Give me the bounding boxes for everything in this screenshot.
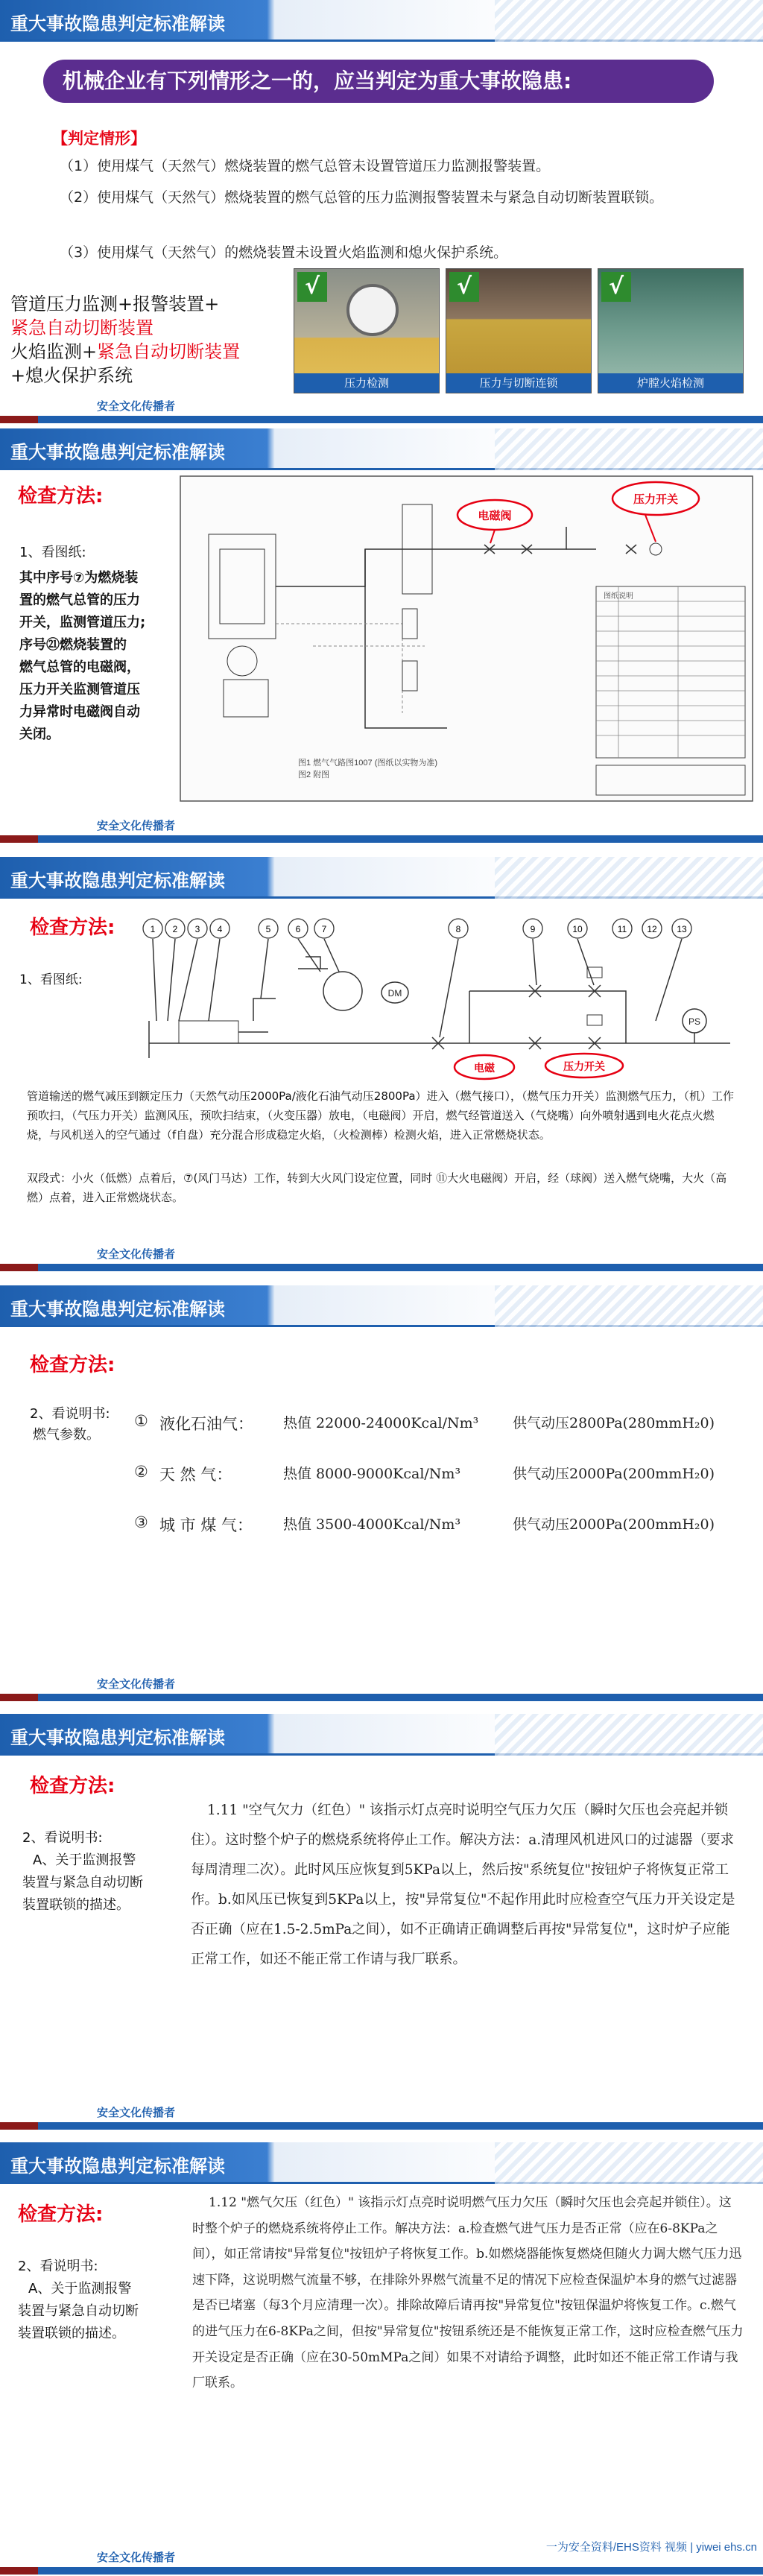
step-lines (18, 2256, 167, 2345)
circle-labels (143, 919, 691, 938)
step-line: 装置与紧急自动切断 (22, 1875, 143, 1890)
circle-label-1: 1 (150, 924, 156, 934)
drawing-legend-2: 图2 附图 (298, 770, 330, 779)
desc-line: 置的燃气总管的压力 (19, 592, 140, 608)
step-lines (22, 1827, 171, 1917)
dual-stage-paragraph: 双段式：小火（低燃）点着后，⑦(风门马达）工作，转到大火风门设定位置，同时 ⑪大火电磁阀）开启，经（球阀）送入燃气烧嘴，大火（高燃）点着，进入正常燃烧状态。 (27, 1171, 727, 1204)
header-pattern (495, 0, 763, 42)
banner-text: 机械企业有下列情形之一的，应当判定为重大事故隐患: (63, 69, 572, 93)
slide-header (0, 857, 763, 899)
callout-solenoid: 电磁阀 (478, 509, 512, 522)
supply-pressure: 供气动压2000Pa(200mmH₂0) (513, 1516, 715, 1533)
footer-bar (0, 2122, 763, 2130)
burner-schematic (134, 909, 760, 1080)
section-title: 【判定情形】 (52, 130, 146, 148)
heat-value: 热值 22000-24000Kcal/Nm³ (283, 1415, 479, 1431)
slide-header (0, 2142, 763, 2184)
ps-label: PS (688, 1016, 701, 1027)
circle-label-11: 11 (617, 924, 627, 934)
callout-pressure-switch: 压力开关 (563, 1061, 605, 1073)
circle-label-12: 12 (647, 924, 657, 934)
footer-bar (0, 835, 763, 843)
header-pattern (495, 857, 763, 899)
step-label: 2、看说明书: (30, 1406, 110, 1422)
summary-line-3 (10, 340, 294, 364)
gauge-icon (346, 284, 399, 336)
slide-footer (0, 1674, 763, 1701)
header-title: 重大事故隐患判定标准解读 (10, 1727, 225, 1748)
slide-footer (0, 1244, 763, 1271)
circle-label-3: 3 (194, 924, 200, 934)
process-paragraph: 管道输送的燃气减压到额定压力（天然气动压2000Pa/液化石油气动压2800Pa）进入（燃气接口），（燃气压力开关）监测燃气压力，（机）工作预吹扫，（气压力开关）监测风压，预吹扫结束，（火变压器）放电，（电磁阀）开启，燃气经管道送入（气烧嘴）向外喷射遇到电火花点火燃烧，与风机送入的空气通过（f自盘）充分混合形成稳定火焰，（火检测棒）检测火焰，进入正常燃烧状态。 (27, 1089, 735, 1142)
step-line: 2、看说明书: (22, 1830, 103, 1846)
circle-label-4: 4 (217, 924, 223, 934)
circle-label-2: 2 (172, 924, 178, 934)
gas-name: 液化石油气： (159, 1415, 253, 1433)
gas-name: 城 市 煤 气： (159, 1516, 253, 1534)
slide-drawing-2 (0, 857, 763, 1280)
supply-pressure: 供气动压2800Pa(280mmH₂0) (513, 1415, 715, 1431)
header-title: 重大事故隐患判定标准解读 (10, 442, 225, 463)
gas-name: 天 然 气： (159, 1466, 232, 1484)
header-title: 重大事故隐患判定标准解读 (10, 2156, 225, 2177)
header-title: 重大事故隐患判定标准解读 (10, 13, 225, 34)
slide-header (0, 428, 763, 470)
judgement-item-1: （1）使用煤气（天然气）燃烧装置的燃气总管未设置管道压力监测报警装置。 (60, 158, 551, 174)
drawing-note: 图纸说明 (604, 592, 633, 601)
header-pattern (495, 428, 763, 470)
summary-line-1: 管道压力监测+报警装置+ (10, 294, 220, 314)
summary-line-2: 紧急自动切断装置 (10, 317, 153, 338)
slide-footer (0, 2103, 763, 2130)
desc-line: 燃气总管的电磁阀， (19, 659, 140, 675)
heat-value: 热值 3500-4000Kcal/Nm³ (283, 1516, 461, 1533)
step-line: 装置联锁的描述。 (22, 1897, 130, 1913)
footer-label: 安全文化传播者 (97, 819, 176, 832)
slide-header (0, 1285, 763, 1327)
footer-label: 安全文化传播者 (97, 2551, 176, 2564)
callout-solenoid: 电磁 (474, 1063, 495, 1075)
slide-footer (0, 2548, 763, 2575)
circle-label-6: 6 (295, 924, 301, 934)
slide-footer (0, 396, 763, 423)
header-pattern (495, 1285, 763, 1327)
step-line: A、关于监测报警 (33, 1852, 136, 1868)
desc-line: 压力开关监测管道压 (19, 682, 140, 697)
judgement-item-3: （3）使用煤气（天然气）的燃烧装置未设置火焰监测和熄火保护系统。 (60, 244, 508, 261)
heat-value: 热值 8000-9000Kcal/Nm³ (283, 1466, 461, 1482)
footer-label: 安全文化传播者 (97, 1677, 176, 1691)
step-line: 装置联锁的描述。 (18, 2326, 125, 2341)
row-number: ③ (134, 1513, 148, 1531)
gas-param-row (134, 1412, 745, 1442)
circle-label-10: 10 (572, 924, 583, 934)
circle-label-7: 7 (321, 924, 327, 934)
check-method-title: 检查方法: (30, 1354, 115, 1376)
summary-line-4: +熄火保护系统 (10, 365, 133, 386)
check-method-title: 检查方法: (30, 1775, 115, 1797)
photo-flame-detect (598, 268, 744, 393)
photo-caption: 压力检测 (294, 373, 439, 393)
row-number: ① (134, 1412, 148, 1430)
step-label-2: 燃气参数。 (33, 1427, 100, 1443)
footer-bar (0, 416, 763, 423)
step-label: 1、看图纸: (19, 545, 86, 560)
footer-bar (0, 1264, 763, 1271)
footer-label: 安全文化传播者 (97, 2106, 176, 2119)
check-mark: √ (449, 272, 479, 302)
photo-pressure-detect (294, 268, 440, 393)
footer-bar (0, 2567, 763, 2575)
step-line: 2、看说明书: (18, 2259, 98, 2274)
slide-manual-gas (0, 2142, 763, 2576)
gas-param-row (134, 1513, 745, 1543)
check-method-title: 检查方法: (30, 917, 115, 939)
desc-line: 开关，监测管道压力; (19, 615, 146, 630)
drawing-legend-1: 图1 燃气气路图1007 (图纸以实物为准) (298, 759, 438, 768)
photo-caption: 炉膛火焰检测 (598, 373, 743, 393)
slide-manual-air (0, 1714, 763, 2137)
desc-line: 序号㉑燃烧装置的 (19, 637, 127, 653)
summary-block (10, 292, 294, 387)
slide-footer (0, 816, 763, 843)
summary-line-3b: 紧急自动切断装置 (97, 341, 241, 362)
dm-label: DM (387, 988, 402, 999)
circle-label-5: 5 (265, 924, 271, 934)
desc-line: 其中序号⑦为燃烧装 (19, 570, 139, 586)
manual-excerpt: 1.11 "空气欠力（红色）" 该指示灯点亮时说明空气压力欠压（瞬时欠压也会亮起并锁住）。这时整个炉子的燃烧系统将停止工作。解决方法：a.清理风机进风口的过滤器（要求每周清理二次）。此时风压应恢复到5KPa以上，然后按"系统复位"按钮炉子将恢复正常工作。b.如风压已恢复到5KPa以上，按"异常复位"不起作用此时应检查空气压力开关设定是否正确（应在1.5-2.5mPa之间），如不正确请正确调整后再按"异常复位"，这时炉子应能正常工作，如还不能正常工作请与我厂联系。 (191, 1803, 735, 1967)
watermark: 一为安全资料/EHS资料 视频 | yiwei ehs.cn (545, 2541, 757, 2554)
check-method-title: 检查方法: (18, 2203, 104, 2226)
step-description (19, 567, 176, 746)
gas-piping-drawing (179, 475, 754, 803)
step-line: A、关于监测报警 (28, 2281, 132, 2297)
desc-line: 关闭。 (19, 727, 60, 742)
header-title: 重大事故隐患判定标准解读 (10, 1299, 225, 1320)
footer-label: 安全文化传播者 (97, 399, 176, 413)
header-title: 重大事故隐患判定标准解读 (10, 870, 225, 891)
circle-label-8: 8 (455, 924, 461, 934)
manual-excerpt: 1.12 "燃气欠压（红色）" 该指示灯点亮时说明燃气压力欠压（瞬时欠压也会亮起并锁住）。这时整个炉子的燃烧系统将停止工作。解决方法：a.检查燃气进气压力是否正常（应在6-8KPa之间），如正常请按"异常复位"按钮炉子将恢复工作。b.如燃烧器能恢复燃烧但随火力调大燃气压力迅速下降，这说明燃气流量不够，在排除外界燃气流量不足的情况下应检查保温炉本身的燃气过滤器是否已堵塞（每3个月应清理一次）。排除故障后请再按"异常复位"按钮保温炉将恢复工作。c.燃气的进气压力在6-8KPa之间，但按"异常复位"按钮系统还是不能恢复正常工作，这时应检查燃气压力开关设定是否正确（应在30-50mMPa之间）如果不对请给予调整，此时如还不能正常工作请与我厂联系。 (192, 2195, 744, 2391)
slide-judgement (0, 0, 763, 423)
callout-pressure-switch: 压力开关 (633, 493, 679, 506)
header-pattern (495, 2142, 763, 2184)
gas-param-row (134, 1463, 745, 1493)
slide-header (0, 1714, 763, 1756)
slide-gas-params (0, 1285, 763, 1709)
banner (43, 60, 714, 103)
check-method-title: 检查方法: (18, 485, 104, 507)
photo-caption: 压力与切断连锁 (446, 373, 591, 393)
summary-line-3a: 火焰监测+ (10, 341, 98, 362)
step-line: 装置与紧急自动切断 (18, 2303, 139, 2319)
slide-drawing-1 (0, 428, 763, 852)
slide-header (0, 0, 763, 42)
judgement-item-2: （2）使用煤气（天然气）燃烧装置的燃气总管的压力监测报警装置未与紧急自动切断装置联锁。 (60, 189, 664, 206)
footer-label: 安全文化传播者 (97, 1247, 176, 1261)
row-number: ② (134, 1463, 148, 1481)
check-mark: √ (297, 272, 327, 302)
footer-bar (0, 1694, 763, 1701)
circle-label-9: 9 (530, 924, 536, 934)
check-mark: √ (601, 272, 631, 302)
header-pattern (495, 1714, 763, 1756)
step-label: 1、看图纸: (19, 972, 83, 987)
desc-line: 力异常时电磁阀自动 (19, 704, 140, 720)
circle-label-13: 13 (677, 924, 687, 934)
photo-pressure-interlock (446, 268, 592, 393)
supply-pressure: 供气动压2000Pa(200mmH₂0) (513, 1466, 715, 1482)
